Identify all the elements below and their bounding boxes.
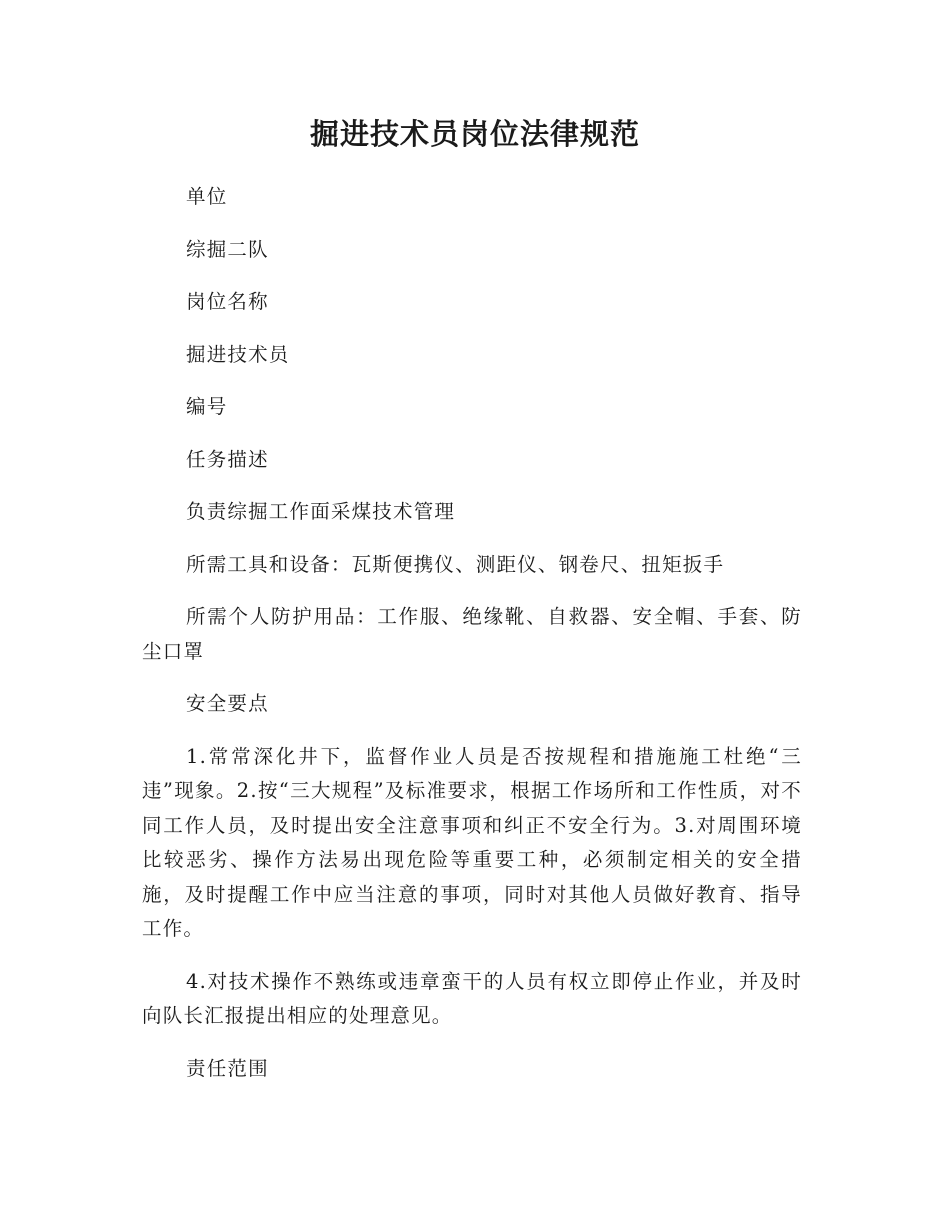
paragraph-safety-label: 安全要点 — [186, 692, 269, 715]
paragraph-task-label: 任务描述 — [186, 447, 269, 471]
paragraph-number-label: 编号 — [186, 395, 228, 418]
paragraph-safety-point-4: 4.对技术操作不熟练或违章蛮干的人员有权立即停止作业，并及时向队长汇报提出相应的处理意见。 — [142, 969, 802, 1027]
paragraph-unit-value: 综掘二队 — [186, 237, 269, 261]
paragraph-ppe: 所需个人防护用品：工作服、绝缘靴、自救器、安全帽、手套、防尘口罩 — [142, 605, 802, 663]
paragraph-task-value: 负责综掘工作面采煤技术管理 — [186, 500, 456, 523]
paragraph-responsibility-label: 责任范围 — [186, 1056, 269, 1080]
paragraph-safety-points: 1.常常深化井下，监督作业人员是否按规程和措施施工杜绝“三违”现象。2.按“三大规程”及标准要求，根据工作场所和工作性质，对不同工作人员，及时提出安全注意事项和纠正不安全行为。3.对周围环境比较恶劣、操作方法易出现危险等重要工种，必须制定相关的安全措施，及时提醒工作中应当注意的事项，同时对其他人员做好教育、指导工作。 — [142, 744, 802, 940]
paragraph-position-value: 掘进技术员 — [186, 342, 290, 366]
document-title: 掘进技术员岗位法律规范 — [309, 117, 640, 151]
paragraph-unit-label: 单位 — [186, 185, 228, 208]
paragraph-position-label: 岗位名称 — [186, 290, 269, 313]
paragraph-tools: 所需工具和设备：瓦斯便携仪、测距仪、钢卷尺、扭矩扳手 — [186, 552, 725, 576]
